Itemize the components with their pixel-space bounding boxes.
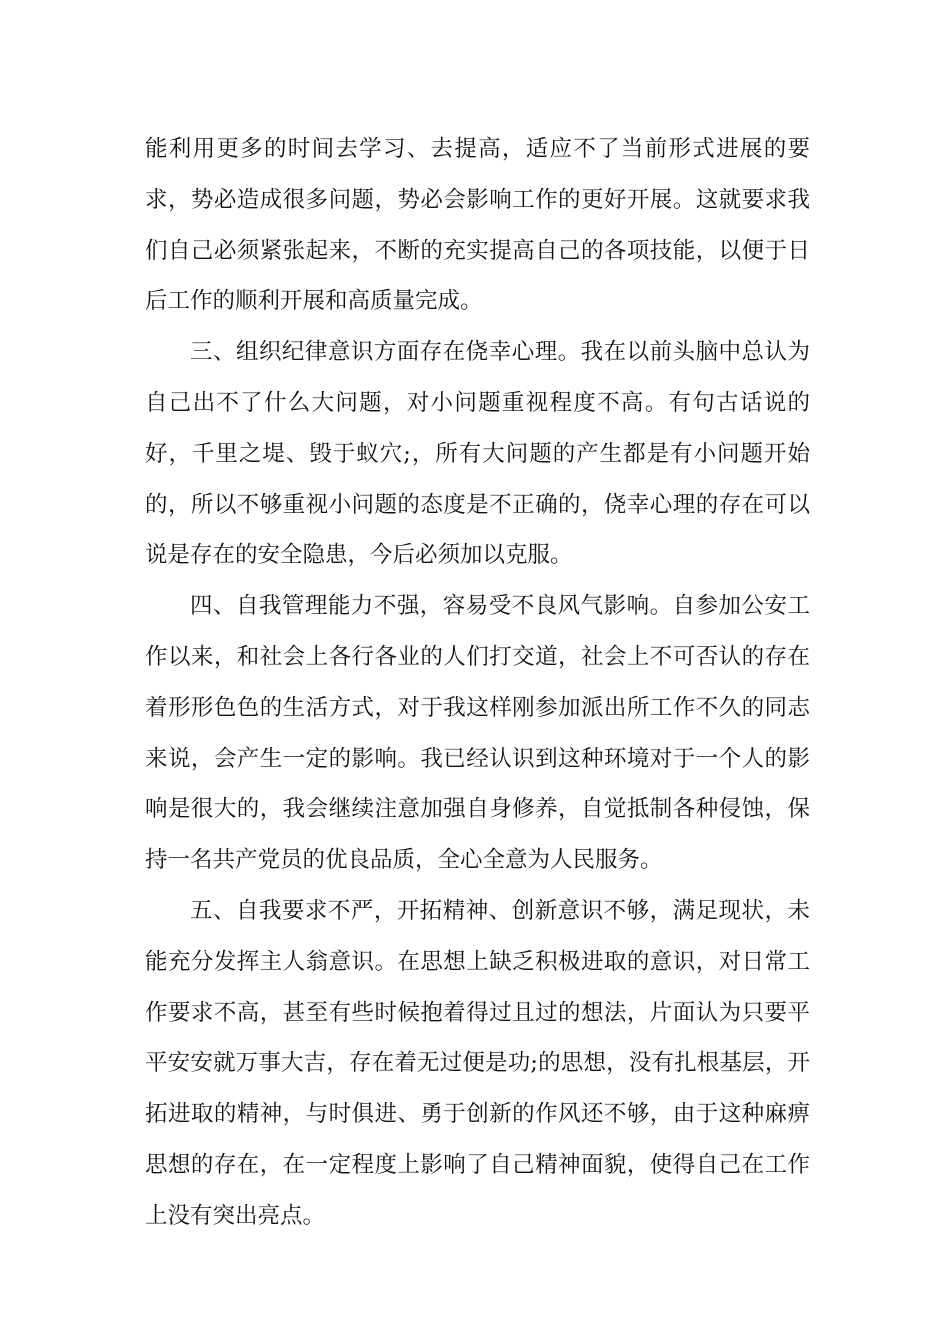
paragraph-section-5: 五、自我要求不严，开拓精神、创新意识不够，满足现状，未能充分发挥主人翁意识。在思想上缺乏积极进取的意识，对日常工作要求不高，甚至有些时候抱着得过且过的想法，片面认为只要平平安安就万事大吉，存在着无过便是功;的思想，没有扎根基层，开拓进取的精神，与时俱进、勇于创新的作风还不够，由于这种麻痹思想的存在，在一定程度上影响了自己精神面貌，使得自己在工作上没有突出亮点。 — [145, 897, 810, 1229]
document-body — [145, 124, 810, 1242]
paragraph-section-4: 四、自我管理能力不强，容易受不良风气影响。自参加公安工作以来，和社会上各行各业的人们打交道，社会上不可否认的存在着形形色色的生活方式，对于我这样刚参加派出所工作不久的同志来说，会产生一定的影响。我已经认识到这种环境对于一个人的影响是很大的，我会继续注意加强自身修养，自觉抵制各种侵蚀，保持一名共产党员的优良品质，全心全意为人民服务。 — [145, 593, 810, 874]
paragraph-section-3: 三、组织纪律意识方面存在侥幸心理。我在以前头脑中总认为自己出不了什么大问题，对小问题重视程度不高。有句古话说的好，千里之堤、毁于蚁穴;，所有大问题的产生都是有小问题开始的，所以不够重视小问题的态度是不正确的，侥幸心理的存在可以说是存在的安全隐患，今后必须加以克服。 — [145, 339, 810, 569]
paragraph-continuation: 能利用更多的时间去学习、去提高，适应不了当前形式进展的要求，势必造成很多问题，势必会影响工作的更好开展。这就要求我们自己必须紧张起来，不断的充实提高自己的各项技能，以便于日后工作的顺利开展和高质量完成。 — [145, 136, 810, 315]
